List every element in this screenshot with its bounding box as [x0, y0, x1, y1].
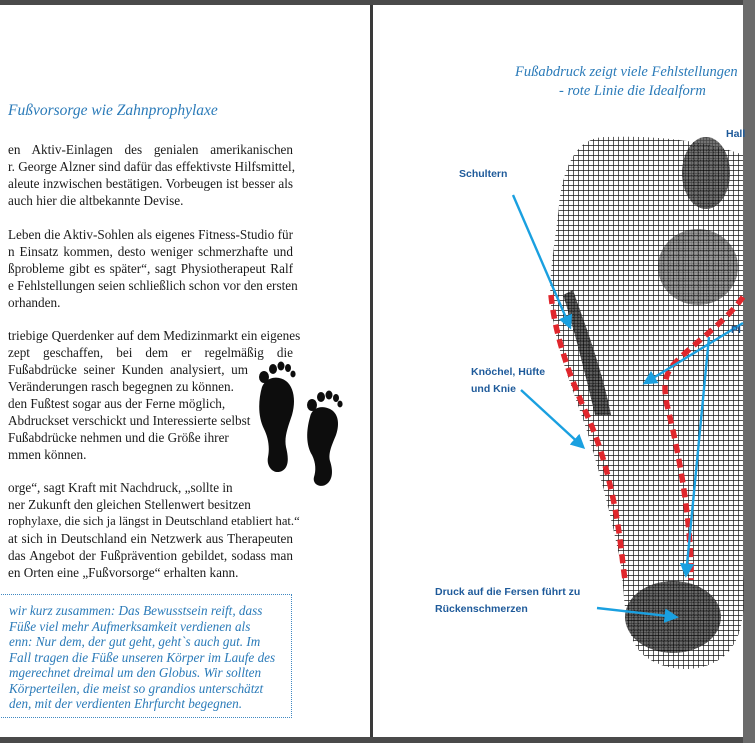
text-line: e Fehlstellungen seien schließlich schon vor den ersten — [8, 278, 298, 293]
summary-line: Fall tragen die Füße unseren Körper im Laufe des — [9, 649, 276, 665]
paragraph-3 — [8, 327, 301, 463]
figure-title-line1: Fußabdruck zeigt viele Fehlstellungen — [515, 64, 738, 80]
paragraph-4 — [8, 479, 300, 581]
text-line: Leben die Aktiv-Sohlen als eigenes Fitness-Studio für — [8, 227, 293, 242]
label-knoechel-line1: Knöchel, Hüfte — [471, 366, 546, 378]
text-line: aleute inzwischen bestätigen. Vorbeugen ist besser als — [8, 176, 293, 191]
paragraph-2 — [8, 226, 298, 311]
text-line: en Orten eine „Fußvorsorge“ erhalten kann. — [8, 565, 239, 580]
text-line: Abdruckset verschickt und Interessierte selbst — [8, 413, 251, 428]
text-line: zept geschaffen, bei dem er regelmäßig die — [8, 345, 293, 360]
text-line: Fußabdrücke seiner Kunden analysiert, um — [8, 362, 248, 377]
text-line: Fußabdrücke nehmen und die Größe ihrer — [8, 430, 229, 445]
summary-line: mgerechnet dreimal um den Globus. Wir sollten — [9, 665, 262, 680]
paragraph-1 — [8, 141, 296, 209]
figure-title — [515, 63, 755, 101]
label-druck-line2: Rückenschmerzen — [435, 603, 528, 615]
text-line: den Fußtest sogar aus der Ferne möglich, — [8, 396, 226, 411]
text-line: ner Zukunft den gleichen Stellenwert besitzen — [8, 497, 251, 512]
text-line: orhanden. — [8, 295, 61, 310]
text-line: Veränderungen rasch begegnen zu können. — [8, 379, 234, 394]
label-plantar: Pl — [731, 324, 741, 336]
text-line: en Aktiv-Einlagen des genialen amerikanischen — [8, 142, 293, 157]
text-line: ßprobleme gibt es später“, sagt Physiotherapeut Ralf — [8, 261, 293, 276]
text-line: das Angebot der Fußprävention gebildet, sodass man — [8, 548, 293, 563]
text-line: at sich in Deutschland ein Netzwerk aus Therapeuten — [8, 531, 293, 546]
label-druck — [435, 584, 580, 618]
label-knoechel — [471, 364, 545, 398]
text-line: triebige Querdenker auf dem Medizinmarkt ein eigenes — [8, 328, 301, 343]
text-line: n Einsatz kommen, desto weniger schmerzhafte und — [8, 244, 293, 259]
summary-line: enn: Nur dem, der gut geht, geht`s auch gut. Im — [9, 634, 261, 649]
label-schultern: Schultern — [459, 168, 508, 180]
text-line: orge“, sagt Kraft mit Nachdruck, „sollte in — [8, 480, 233, 495]
footprints-icon — [252, 357, 344, 487]
text-line: rophylaxe, die sich ja längst in Deutschland etabliert hat.“ — [8, 514, 300, 528]
summary-line: Körperteilen, die meist so grandios unterschätzt — [9, 680, 264, 696]
summary-box — [0, 594, 292, 718]
text-line: r. George Alzner sind dafür das effektivste Hilfsmittel, — [8, 159, 296, 174]
figure-title-line2: - rote Linie die Idealform — [559, 83, 706, 99]
summary-line: den, mit der verdienten Ehrfurcht begegnen. — [9, 696, 243, 711]
label-druck-line1: Druck auf die Fersen führt zu — [435, 586, 581, 598]
label-knoechel-line2: und Knie — [471, 383, 516, 395]
summary-line: Füße viel mehr Aufmerksamkeit verdienen als — [9, 618, 251, 634]
footprint-figure — [373, 5, 746, 737]
label-hallux: Hall — [726, 128, 746, 140]
text-line: auch hier die altbekannte Devise. — [8, 193, 184, 208]
viewer-bottom-bar — [0, 737, 743, 743]
summary-line: wir kurz zusammen: Das Bewusstsein reift, dass — [9, 603, 263, 618]
text-line: mmen können. — [8, 447, 87, 462]
section-title: Fußvorsorge wie Zahnprophylaxe — [8, 102, 218, 119]
left-page — [0, 5, 370, 737]
